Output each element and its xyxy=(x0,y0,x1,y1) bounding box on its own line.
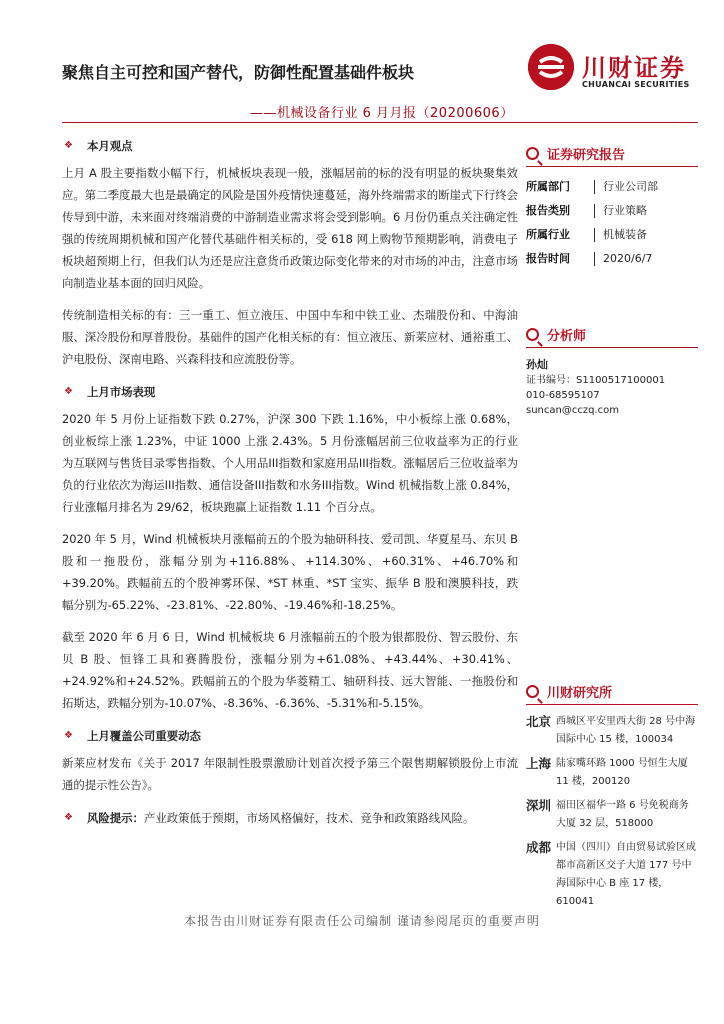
paragraph: 上月 A 股主要指数小幅下行，机械板块表现一般，涨幅居前的标的没有明显的板块聚集效应。第二季度最大也是最确定的风险是国外疫情快速蔓延，海外终端需求的断崖式下行终会传导到中游，未来面对终端消费的中游制造业需求将会受到影响。6 月份仍重点关注确定性强的传统周期机械和国产化替代基础件相关标的，受 618 网上购物节预期影响，消费电子板块超预期上行，但我们认为还是应注意货币政策边际变化带来的对市场的冲击，注意市场向制造业基本面的回归风险。 xyxy=(62,166,518,290)
section-heading: ❖ 上月覆盖公司重要动态 xyxy=(62,724,518,748)
paragraph: 2020 年 5 月，Wind 机械板块月涨幅前五的个股为轴研科技、爱司凯、华夏星马、东贝 B 股和一拖股份，涨幅分别为+116.88%、+114.30%、+60.31%、+46.70%和+39.20%。跌幅前五的个股神雾环保、*ST 林重、*ST 宝实、振华 B 股和澳膜科技，跌幅分别为-65.22%、-23.81%、-22.80%、-19.46%和-18.25%。 xyxy=(62,532,518,612)
diamond-bullet-icon: ❖ xyxy=(64,386,73,397)
paragraph: 新莱应材发布《关于 2017 年限制性股票激励计划首次授予第三个限售期解锁股份上市流通的提示性公告》。 xyxy=(62,756,518,792)
info-row: 所属行业 机械装备 xyxy=(526,228,647,241)
footer-disclaimer: 本报告由川财证券有限责任公司编制 谨请参阅尾页的重要声明 xyxy=(184,914,540,928)
magnifier-icon xyxy=(526,147,539,160)
risk-warning: ❖ 风险提示： 产业政策低于预期，市场风格偏好，技术、竞争和政策路线风险。 xyxy=(62,806,518,830)
diamond-bullet-icon: ❖ xyxy=(64,812,73,823)
company-logo xyxy=(528,44,698,96)
sidebar xyxy=(526,142,698,911)
logo-name: 川财证券 xyxy=(582,54,686,82)
analyst-cert: 证书编号：S1100517100001 xyxy=(526,375,666,386)
sidebar-divider xyxy=(526,347,698,348)
analyst-phone: 010-68595107 xyxy=(526,390,600,401)
info-row: 报告类别 行业策略 xyxy=(526,204,647,217)
analyst-heading: 分析师 xyxy=(526,323,698,345)
paragraph: 2020 年 5 月份上证指数下跌 0.27%，沪深 300 下跌 1.16%，中小板综上涨 0.68%，创业板综上涨 1.23%，中证 1000 上涨 2.43%。5 月份涨幅居前三位收益率为正的行业为互联网与售货目录零售指数、个人用品III指数和家庭用品III指数。涨幅居后三位收益率为负的行业依次为海运III指数、通信设备III指数和水务III指数。Wind 机械指数上涨 0.84%，行业涨幅月排名为 29/62，板块跑赢上证指数 1.11 个百分点。 xyxy=(62,412,518,514)
diamond-bullet-icon: ❖ xyxy=(64,730,73,741)
info-row: 所属部门 行业公司部 xyxy=(526,180,658,193)
analyst-email[interactable]: suncan@cczq.com xyxy=(526,405,619,416)
magnifier-icon xyxy=(526,685,539,698)
office-entry: 深圳 福田区福华一路 6 号免税商务大厦 32 层，518000 xyxy=(526,798,689,829)
logo-english-name: CHUANCAI SECURITIES xyxy=(582,80,690,89)
sidebar-divider xyxy=(526,704,698,705)
diamond-bullet-icon: ❖ xyxy=(64,140,73,151)
sidebar-divider xyxy=(526,166,698,167)
paragraph: 传统制造相关标的有：三一重工、恒立液压、中国中车和中铁工业、杰瑞股份和、中海油服、深冷股份和厚普股份。基础件的国产化相关标的有：恒立液压、新莱应材、通裕重工、沪电股份、深南电路、兴森科技和应流股份等。 xyxy=(62,308,518,366)
office-entry: 成都 中国（四川）自由贸易试验区成都市高新区交子大道 177 号中海国际中心 B 座 17 楼，610041 xyxy=(526,840,696,907)
logo-mark-icon xyxy=(528,44,574,90)
info-row: 报告时间 2020/6/7 xyxy=(526,252,653,265)
main-content xyxy=(62,130,518,830)
section-heading: ❖ 上月市场表现 xyxy=(62,380,518,404)
header-divider xyxy=(62,122,698,123)
section-heading: ❖ 本月观点 xyxy=(62,134,518,158)
report-subtitle: ——机械设备行业 6 月月报（20200606） xyxy=(250,106,514,121)
institute-heading: 川财研究所 xyxy=(526,680,698,702)
report-title: 聚焦自主可控和国产替代，防御性配置基础件板块 xyxy=(62,63,415,82)
report-info-heading: 证券研究报告 xyxy=(526,142,698,164)
analyst-name: 孙灿 xyxy=(526,358,548,371)
office-entry: 上海 陆家嘴环路 1000 号恒生大厦 11 楼，200120 xyxy=(526,756,688,787)
office-entry: 北京 西城区平安里西大街 28 号中海国际中心 15 楼，100034 xyxy=(526,714,696,745)
magnifier-icon xyxy=(526,328,539,341)
paragraph: 截至 2020 年 6 月 6 日，Wind 机械板块 6 月涨幅前五的个股为银都股份、智云股份、东贝 B 股、恒锋工具和赛腾股份，涨幅分别为+61.08%、+43.44%、+30.41%、+24.92%和+24.52%。跌幅前五的个股为华菱精工、轴研科技、远大智能、一拖股份和拓斯达，跌幅分别为-10.07%、-8.36%、-6.36%、-5.31%和-5.15%。 xyxy=(62,630,518,710)
